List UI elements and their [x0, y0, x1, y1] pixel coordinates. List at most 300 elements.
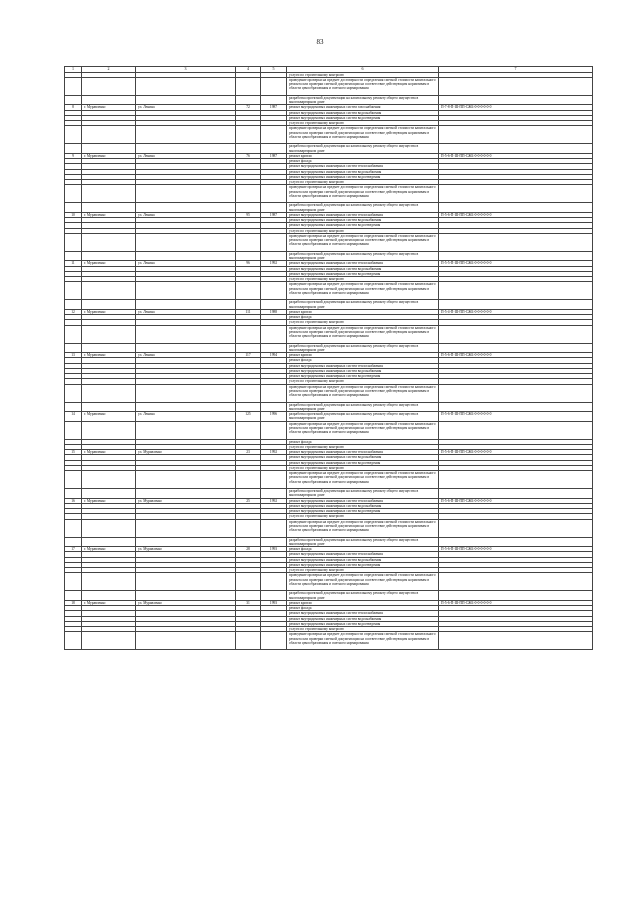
- house-number-cell: 25: [236, 498, 261, 503]
- empty-cell: [82, 77, 136, 95]
- code-cell: П-5-6-П-Ш-ПП-СЖБ-0-0-0-0-0-0: [439, 600, 593, 605]
- empty-cell: [236, 300, 261, 310]
- code-cell: П-5-6-П-Ш-ПП-СЖБ-0-0-0-0-0-0: [439, 212, 593, 217]
- empty-cell: [65, 471, 82, 489]
- empty-cell: [261, 343, 287, 353]
- empty-cell: [236, 144, 261, 154]
- empty-cell: [65, 402, 82, 412]
- empty-cell: [82, 573, 136, 591]
- code-cell: П-5-6-П-Ш-ПП-СЖБ-0-0-0-0-0-0: [439, 547, 593, 552]
- work-type-cell: ремонт внутридомовых инженерных систем водоотведения: [287, 460, 439, 465]
- city-cell: г. Муравленко: [82, 353, 136, 358]
- empty-cell: [136, 384, 236, 402]
- column-number: 2: [82, 67, 136, 73]
- empty-cell: [261, 325, 287, 343]
- street-cell: ул. Ленина: [136, 309, 236, 314]
- empty-cell: [136, 251, 236, 261]
- page-number: 83: [316, 38, 324, 46]
- empty-cell: [82, 282, 136, 300]
- row-number: 9: [65, 153, 82, 158]
- work-type-cell: услуги по строительному контролю: [287, 228, 439, 233]
- empty-cell: [236, 632, 261, 650]
- empty-cell: [82, 402, 136, 412]
- empty-cell: [82, 251, 136, 261]
- work-type-cell: ремонт внутридомовых инженерных систем водоотведения: [287, 271, 439, 276]
- empty-cell: [236, 185, 261, 203]
- empty-cell: [82, 489, 136, 499]
- column-number: 3: [136, 67, 236, 73]
- street-cell: ул. Ленина: [136, 212, 236, 217]
- work-type-cell: разработка проектной документации на капитальному ремонту общего имущества в многоквартирном доме: [287, 251, 439, 261]
- work-type-cell: ремонт кровли: [287, 309, 439, 314]
- empty-cell: [261, 591, 287, 601]
- empty-cell: [65, 126, 82, 144]
- empty-cell: [236, 343, 261, 353]
- work-type-cell: проведение проверки на предмет достоверности определения сметной стоимости капитального ремонта или проверки сметной документации на соответствие действующим нормативам в области ценообразования и сметного нормирования: [287, 421, 439, 439]
- year-cell: 1992: [261, 261, 287, 266]
- work-row: [65, 573, 593, 591]
- code-cell: [439, 325, 593, 343]
- work-type-cell: ремонт внутридомовых инженерных систем теплоснабжения: [287, 363, 439, 368]
- city-cell: г. Муравленко: [82, 450, 136, 455]
- work-row: [65, 325, 593, 343]
- code-cell: [439, 77, 593, 95]
- code-cell: П-7-8-П-Ш-ПП-СЖБ-0-0-0-0-0-0: [439, 105, 593, 110]
- empty-cell: [236, 591, 261, 601]
- empty-cell: [236, 537, 261, 547]
- column-number: 1: [65, 67, 82, 73]
- work-row: [65, 471, 593, 489]
- empty-cell: [82, 343, 136, 353]
- work-type-cell: проведение проверки на предмет достоверности определения сметной стоимости капитального ремонта или проверки сметной документации на соответствие действующим нормативам в области ценообразования и сметного нормирования: [287, 282, 439, 300]
- empty-cell: [261, 300, 287, 310]
- work-row: [65, 421, 593, 439]
- year-cell: 1993: [261, 600, 287, 605]
- code-cell: П-5-6-П-Ш-ПП-СЖБ-0-0-0-0-0-0: [439, 498, 593, 503]
- empty-cell: [82, 203, 136, 213]
- empty-cell: [261, 537, 287, 547]
- year-cell: 1987: [261, 153, 287, 158]
- work-type-cell: проведение проверки на предмет достоверности определения сметной стоимости капитального ремонта или проверки сметной документации на соответствие действующим нормативам в области ценообразования и сметного нормирования: [287, 384, 439, 402]
- work-row: [65, 282, 593, 300]
- work-type-cell: разработка проектной документации на капитальному ремонту общего имущества в многоквартирном доме: [287, 144, 439, 154]
- empty-cell: [65, 489, 82, 499]
- empty-cell: [136, 77, 236, 95]
- work-row: [65, 233, 593, 251]
- empty-cell: [136, 144, 236, 154]
- empty-cell: [136, 185, 236, 203]
- street-cell: ул. Ленина: [136, 153, 236, 158]
- empty-cell: [65, 343, 82, 353]
- code-cell: [439, 519, 593, 537]
- work-type-cell: проведение проверки на предмет достоверности определения сметной стоимости капитального ремонта или проверки сметной документации на соответствие действующим нормативам в области ценообразования и сметного нормирования: [287, 325, 439, 343]
- street-cell: ул. Муравленко: [136, 450, 236, 455]
- empty-cell: [136, 402, 236, 412]
- work-type-cell: ремонт внутридомовых инженерных систем водоснабжения: [287, 503, 439, 508]
- year-cell: 1992: [261, 450, 287, 455]
- empty-cell: [261, 421, 287, 439]
- work-row: [65, 185, 593, 203]
- empty-cell: [82, 537, 136, 547]
- city-cell: г. Муравленко: [82, 412, 136, 422]
- work-type-cell: услуги по строительному контролю: [287, 568, 439, 573]
- empty-cell: [82, 591, 136, 601]
- year-cell: 1987: [261, 105, 287, 110]
- street-cell: ул. Ленина: [136, 353, 236, 358]
- year-cell: 1987: [261, 212, 287, 217]
- empty-cell: [261, 77, 287, 95]
- empty-cell: [136, 421, 236, 439]
- column-number: 4: [236, 67, 261, 73]
- street-cell: ул. Муравленко: [136, 547, 236, 552]
- work-row: [65, 126, 593, 144]
- year-cell: 1993: [261, 547, 287, 552]
- work-type-cell: проведение проверки на предмет достоверности определения сметной стоимости капитального ремонта или проверки сметной документации на соответствие действующим нормативам в области ценообразования и сметного нормирования: [287, 573, 439, 591]
- empty-cell: [82, 300, 136, 310]
- work-type-cell: ремонт внутридомовых инженерных систем водоснабжения: [287, 218, 439, 223]
- work-type-cell: ремонт внутридомовых инженерных систем водоснабжения: [287, 110, 439, 115]
- code-cell: [439, 471, 593, 489]
- work-type-cell: ремонт внутридомовых инженерных систем теплоснабжения: [287, 450, 439, 455]
- code-cell: П-5-6-П-Ш-ПП-СЖБ-0-0-0-0-0-0: [439, 153, 593, 158]
- empty-cell: [261, 233, 287, 251]
- code-cell: [439, 185, 593, 203]
- code-cell: [439, 203, 593, 213]
- work-type-cell: разработка проектной документации на капитальному ремонту общего имущества в многоквартирном доме: [287, 402, 439, 412]
- empty-cell: [65, 591, 82, 601]
- code-cell: П-5-5-П-Ш-ПП-СЖБ-0-0-0-0-0-0: [439, 261, 593, 266]
- street-cell: ул. Ленина: [136, 261, 236, 266]
- code-cell: П-5-6-П-Ш-ПП-СЖБ-0-0-0-0-0-0: [439, 450, 593, 455]
- street-cell: ул. Муравленко: [136, 498, 236, 503]
- work-type-cell: ремонт внутридомовых инженерных систем водоснабжения: [287, 616, 439, 621]
- empty-cell: [82, 126, 136, 144]
- work-type-cell: ремонт кровли: [287, 600, 439, 605]
- work-type-cell: ремонт внутридомовых инженерных систем водоотведения: [287, 374, 439, 379]
- year-cell: 1996: [261, 412, 287, 422]
- work-type-cell: ремонт фасада: [287, 358, 439, 363]
- work-row: [65, 632, 593, 650]
- work-type-cell: разработка проектной документации на капитальному ремонту общего имущества в многоквартирном доме: [287, 489, 439, 499]
- work-row: [65, 402, 593, 412]
- house-number-cell: 76: [236, 153, 261, 158]
- empty-cell: [261, 282, 287, 300]
- city-cell: г. Муравленко: [82, 153, 136, 158]
- work-type-cell: ремонт внутридомовых инженерных систем водоснабжения: [287, 169, 439, 174]
- empty-cell: [65, 421, 82, 439]
- empty-cell: [236, 384, 261, 402]
- work-type-cell: проведение проверки на предмет достоверности определения сметной стоимости капитального ремонта или проверки сметной документации на соответствие действующим нормативам в области ценообразования и сметного нормирования: [287, 632, 439, 650]
- empty-cell: [261, 573, 287, 591]
- empty-cell: [82, 233, 136, 251]
- empty-cell: [65, 300, 82, 310]
- empty-cell: [82, 95, 136, 105]
- work-type-cell: ремонт внутридомовых инженерных систем теплоснабжения: [287, 261, 439, 266]
- house-number-cell: 117: [236, 353, 261, 358]
- column-number: 7: [439, 67, 593, 73]
- code-cell: [439, 251, 593, 261]
- code-cell: П-5-4-П-Ш-ПП-СЖБ-0-0-0-0-0-0: [439, 309, 593, 314]
- empty-cell: [136, 489, 236, 499]
- empty-cell: [261, 489, 287, 499]
- work-type-cell: разработка проектной документации на капитальному ремонту общего имущества в многоквартирном доме: [287, 537, 439, 547]
- code-cell: [439, 632, 593, 650]
- work-row: [65, 251, 593, 261]
- work-type-cell: ремонт внутридомовых инженерных систем теплоснабжения: [287, 552, 439, 557]
- empty-cell: [236, 471, 261, 489]
- work-type-cell: услуги по строительному контролю: [287, 379, 439, 384]
- empty-cell: [236, 282, 261, 300]
- work-type-cell: ремонт внутридомовых инженерных систем водоснабжения: [287, 455, 439, 460]
- street-cell: ул. Муравленко: [136, 600, 236, 605]
- work-type-cell: ремонт внутридомовых инженерных систем водоснабжения: [287, 266, 439, 271]
- house-number-cell: 31: [236, 600, 261, 605]
- work-type-cell: ремонт внутридомовых инженерных систем теплоснабжения: [287, 164, 439, 169]
- empty-cell: [65, 573, 82, 591]
- empty-cell: [82, 471, 136, 489]
- empty-cell: [65, 144, 82, 154]
- empty-cell: [261, 471, 287, 489]
- empty-cell: [136, 95, 236, 105]
- house-number-cell: 72: [236, 105, 261, 110]
- empty-cell: [136, 632, 236, 650]
- code-cell: [439, 282, 593, 300]
- empty-cell: [65, 537, 82, 547]
- empty-cell: [261, 632, 287, 650]
- empty-cell: [236, 95, 261, 105]
- work-type-cell: услуги по строительному контролю: [287, 444, 439, 449]
- code-cell: [439, 384, 593, 402]
- city-cell: г. Муравленко: [82, 498, 136, 503]
- capital-repair-table: [64, 66, 593, 650]
- empty-cell: [236, 251, 261, 261]
- empty-cell: [236, 325, 261, 343]
- work-type-cell: ремонт внутридомовых инженерных систем теплоснабжения: [287, 611, 439, 616]
- work-row: [65, 591, 593, 601]
- row-number: 8: [65, 105, 82, 110]
- empty-cell: [82, 325, 136, 343]
- code-cell: [439, 300, 593, 310]
- empty-cell: [236, 77, 261, 95]
- year-cell: 1994: [261, 353, 287, 358]
- row-number: 17: [65, 547, 82, 552]
- work-type-cell: ремонт фасада: [287, 159, 439, 164]
- code-cell: [439, 343, 593, 353]
- empty-cell: [65, 282, 82, 300]
- row-number: 15: [65, 450, 82, 455]
- empty-cell: [136, 519, 236, 537]
- code-cell: П-5-6-П-Ш-ПП-СЖБ-0-0-0-0-0-0: [439, 412, 593, 422]
- empty-cell: [65, 384, 82, 402]
- street-cell: ул. Ленина: [136, 105, 236, 110]
- work-type-cell: ремонт внутридомовых инженерных систем водоотведения: [287, 562, 439, 567]
- code-cell: П-5-6-П-Ш-ПП-СЖБ-0-0-0-0-0-0: [439, 353, 593, 358]
- empty-cell: [65, 632, 82, 650]
- empty-cell: [136, 126, 236, 144]
- row-number: 12: [65, 309, 82, 314]
- empty-cell: [136, 591, 236, 601]
- work-row: [65, 519, 593, 537]
- work-row: [65, 384, 593, 402]
- work-row: [65, 343, 593, 353]
- empty-cell: [261, 519, 287, 537]
- empty-cell: [261, 384, 287, 402]
- code-cell: [439, 233, 593, 251]
- work-type-cell: ремонт внутридомовых инженерных систем водоснабжения: [287, 368, 439, 373]
- empty-cell: [65, 519, 82, 537]
- work-type-cell: ремонт внутридомовых инженерных систем теплоснабжения: [287, 212, 439, 217]
- work-type-cell: услуги по строительному контролю: [287, 72, 439, 77]
- work-type-cell: услуги по строительному контролю: [287, 320, 439, 325]
- empty-cell: [261, 402, 287, 412]
- work-type-cell: разработка проектной документации на капитальному ремонту общего имущества в многоквартирном доме: [287, 591, 439, 601]
- work-type-cell: ремонт кровли: [287, 153, 439, 158]
- city-cell: г. Муравленко: [82, 547, 136, 552]
- house-number-cell: 125: [236, 412, 261, 422]
- work-type-cell: ремонт внутридомовых инженерных систем водоотведения: [287, 223, 439, 228]
- empty-cell: [65, 233, 82, 251]
- year-cell: 1988: [261, 309, 287, 314]
- work-type-cell: ремонт фасада: [287, 315, 439, 320]
- empty-cell: [136, 573, 236, 591]
- code-cell: [439, 126, 593, 144]
- empty-cell: [65, 203, 82, 213]
- empty-cell: [82, 632, 136, 650]
- work-type-cell: проведение проверки на предмет достоверности определения сметной стоимости капитального ремонта или проверки сметной документации на соответствие действующим нормативам в области ценообразования и сметного нормирования: [287, 185, 439, 203]
- empty-cell: [236, 519, 261, 537]
- work-type-cell: разработка проектной документации на капитальному ремонту общего имущества в многоквартирном доме: [287, 412, 439, 422]
- empty-cell: [65, 251, 82, 261]
- column-number: 6: [287, 67, 439, 73]
- empty-cell: [236, 421, 261, 439]
- row-number: 11: [65, 261, 82, 266]
- house-row: [65, 412, 593, 422]
- empty-cell: [261, 126, 287, 144]
- house-number-cell: 96: [236, 261, 261, 266]
- house-number-cell: 28: [236, 547, 261, 552]
- row-number: 16: [65, 498, 82, 503]
- work-row: [65, 537, 593, 547]
- work-row: [65, 203, 593, 213]
- code-cell: [439, 591, 593, 601]
- code-cell: [439, 489, 593, 499]
- empty-cell: [261, 95, 287, 105]
- work-row: [65, 144, 593, 154]
- work-type-cell: ремонт внутридомовых инженерных систем водоотведения: [287, 621, 439, 626]
- empty-cell: [236, 126, 261, 144]
- empty-cell: [65, 325, 82, 343]
- city-cell: г. Муравленко: [82, 309, 136, 314]
- empty-cell: [65, 95, 82, 105]
- house-number-cell: 23: [236, 450, 261, 455]
- city-cell: г. Муравленко: [82, 261, 136, 266]
- empty-cell: [65, 185, 82, 203]
- work-type-cell: проведение проверки на предмет достоверности определения сметной стоимости капитального ремонта или проверки сметной документации на соответствие действующим нормативам в области ценообразования и сметного нормирования: [287, 519, 439, 537]
- code-cell: [439, 537, 593, 547]
- city-cell: г. Муравленко: [82, 600, 136, 605]
- work-type-cell: услуги по строительному контролю: [287, 180, 439, 185]
- work-type-cell: ремонт кровли: [287, 353, 439, 358]
- work-type-cell: ремонт внутридомовых инженерных систем водоотведения: [287, 174, 439, 179]
- empty-cell: [65, 77, 82, 95]
- empty-cell: [261, 185, 287, 203]
- row-number: 14: [65, 412, 82, 422]
- house-number-cell: 111: [236, 309, 261, 314]
- empty-cell: [236, 489, 261, 499]
- work-type-cell: услуги по строительному контролю: [287, 514, 439, 519]
- work-type-cell: услуги по строительному контролю: [287, 277, 439, 282]
- row-number: 10: [65, 212, 82, 217]
- work-row: [65, 489, 593, 499]
- work-type-cell: разработка проектной документации на капитальному ремонту общего имущества в многоквартирном доме: [287, 300, 439, 310]
- empty-cell: [136, 537, 236, 547]
- code-cell: [439, 144, 593, 154]
- work-type-cell: услуги по строительному контролю: [287, 465, 439, 470]
- empty-cell: [82, 144, 136, 154]
- code-cell: [439, 421, 593, 439]
- work-type-cell: ремонт внутридомовых инженерных систем теплоснабжения: [287, 498, 439, 503]
- row-number: 13: [65, 353, 82, 358]
- work-type-cell: разработка проектной документации на капитальному ремонту общего имущества в многоквартирном доме: [287, 95, 439, 105]
- work-row: [65, 77, 593, 95]
- empty-cell: [136, 343, 236, 353]
- work-type-cell: ремонт фасада: [287, 439, 439, 444]
- code-cell: [439, 95, 593, 105]
- empty-cell: [136, 203, 236, 213]
- row-number: 18: [65, 600, 82, 605]
- empty-cell: [261, 251, 287, 261]
- code-cell: [439, 573, 593, 591]
- work-row: [65, 300, 593, 310]
- work-type-cell: ремонт фасада: [287, 606, 439, 611]
- work-type-cell: услуги по строительному контролю: [287, 121, 439, 126]
- work-type-cell: ремонт внутридомовых инженерных систем водоснабжения: [287, 557, 439, 562]
- work-type-cell: проведение проверки на предмет достоверности определения сметной стоимости капитального ремонта или проверки сметной документации на соответствие действующим нормативам в области ценообразования и сметного нормирования: [287, 77, 439, 95]
- house-number-cell: 95: [236, 212, 261, 217]
- year-cell: 1992: [261, 498, 287, 503]
- work-type-cell: ремонт внутридомовых инженерных систем водоотведения: [287, 115, 439, 120]
- city-cell: г. Муравленко: [82, 212, 136, 217]
- empty-cell: [136, 300, 236, 310]
- work-type-cell: проведение проверки на предмет достоверности определения сметной стоимости капитального ремонта или проверки сметной документации на соответствие действующим нормативам в области ценообразования и сметного нормирования: [287, 233, 439, 251]
- work-type-cell: проведение проверки на предмет достоверности определения сметной стоимости капитального ремонта или проверки сметной документации на соответствие действующим нормативам в области ценообразования и сметного нормирования: [287, 126, 439, 144]
- work-type-cell: ремонт внутридомовых инженерных систем водоотведения: [287, 509, 439, 514]
- empty-cell: [236, 233, 261, 251]
- empty-cell: [82, 185, 136, 203]
- city-cell: г. Муравленко: [82, 105, 136, 110]
- empty-cell: [261, 203, 287, 213]
- empty-cell: [236, 573, 261, 591]
- work-type-cell: разработка проектной документации на капитальному ремонту общего имущества в многоквартирном доме: [287, 203, 439, 213]
- empty-cell: [82, 421, 136, 439]
- work-type-cell: ремонт фасада: [287, 547, 439, 552]
- work-type-cell: проведение проверки на предмет достоверности определения сметной стоимости капитального ремонта или проверки сметной документации на соответствие действующим нормативам в области ценообразования и сметного нормирования: [287, 471, 439, 489]
- work-row: [65, 95, 593, 105]
- table-body: [65, 67, 593, 650]
- empty-cell: [82, 519, 136, 537]
- work-type-cell: разработка проектной документации на капитальному ремонту общего имущества в многоквартирном доме: [287, 343, 439, 353]
- code-cell: [439, 402, 593, 412]
- empty-cell: [136, 282, 236, 300]
- street-cell: ул. Ленина: [136, 412, 236, 422]
- empty-cell: [236, 402, 261, 412]
- empty-cell: [261, 144, 287, 154]
- empty-cell: [82, 384, 136, 402]
- empty-cell: [136, 471, 236, 489]
- work-type-cell: ремонт внутридомовых инженерных систем газоснабжения: [287, 105, 439, 110]
- empty-cell: [136, 325, 236, 343]
- empty-cell: [236, 203, 261, 213]
